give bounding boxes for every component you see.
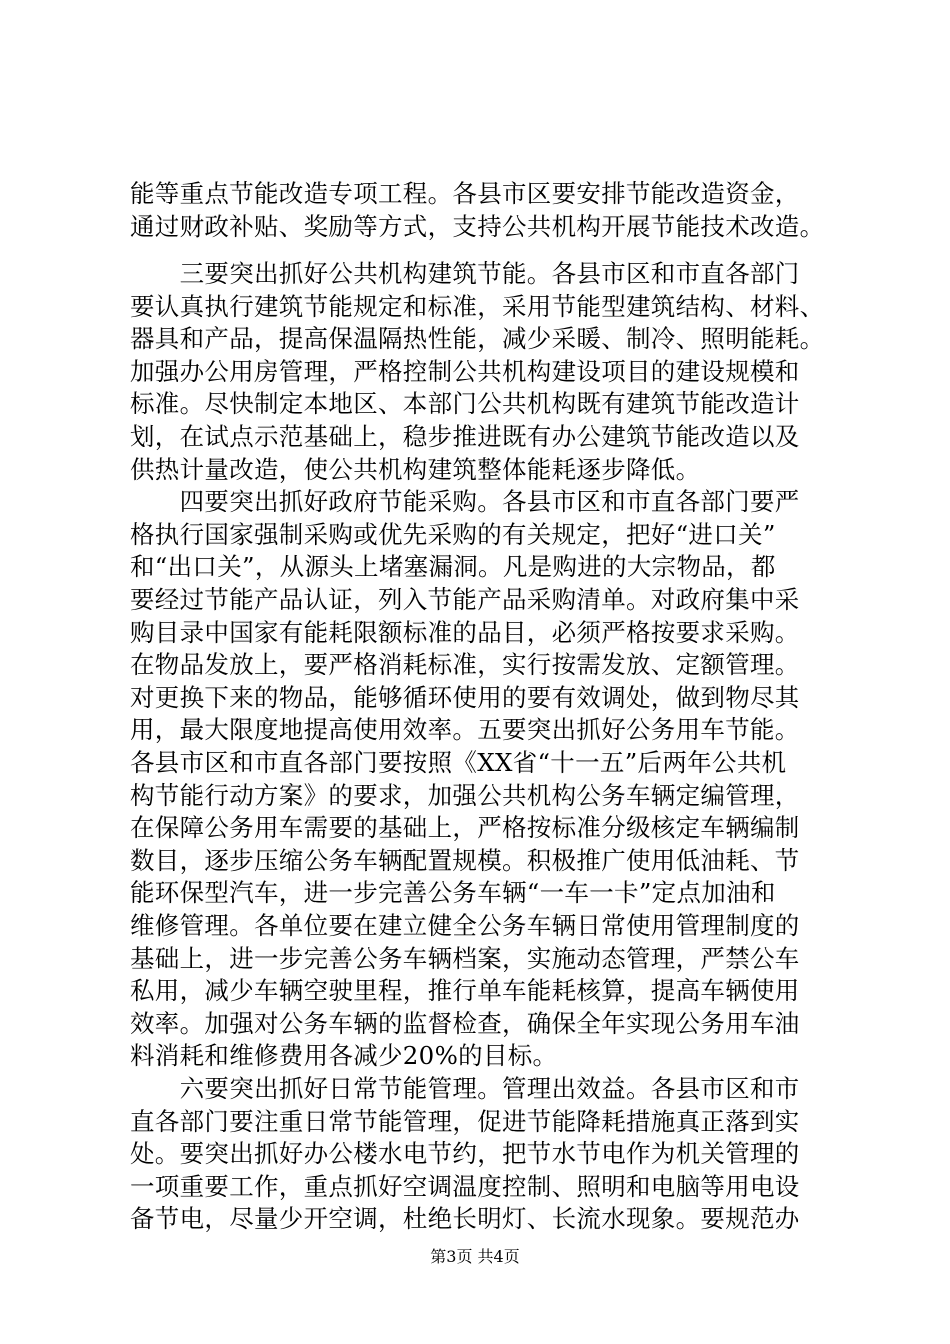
text-line: 各县市区和市直各部门要按照《XX省“十一五”后两年公共机 bbox=[130, 748, 787, 777]
text-line: 标准。尽快制定本地区、本部门公共机构既有建筑节能改造计 bbox=[130, 389, 800, 419]
text-line: 处。要突出抓好办公楼水电节约，把节水节电作为机关管理的 bbox=[130, 1139, 800, 1169]
text-line: 在保障公务用车需要的基础上，严格按标准分级核定车辆编制 bbox=[130, 813, 800, 843]
text-line: 维修管理。各单位要在建立健全公务车辆日常使用管理制度的 bbox=[130, 911, 800, 940]
text-line: 基础上，进一步完善公务车辆档案，实施动态管理，严禁公车 bbox=[130, 943, 800, 973]
text-line: 效率。加强对公务车辆的监督检查，确保全年实现公务用车油 bbox=[130, 1008, 800, 1038]
text-line: 能等重点节能改造专项工程。各县市区要安排节能改造资金， bbox=[130, 179, 800, 208]
text-line: 数目，逐步压缩公务车辆配置规模。积极推广使用低油耗、节 bbox=[130, 845, 800, 875]
page-footer: 第3页 共4页 bbox=[430, 1247, 520, 1266]
text-line: 备节电，尽量少开空调，杜绝长明灯、长流水现象。要规范办 bbox=[130, 1204, 800, 1234]
text-line: 在物品发放上，要严格消耗标准，实行按需发放、定额管理。 bbox=[130, 650, 800, 680]
text-line: 能环保型汽车，进一步完善公务车辆“一车一卡”定点加油和 bbox=[130, 878, 776, 908]
text-line: 供热计量改造，使公共机构建筑整体能耗逐步降低。 bbox=[130, 454, 701, 484]
text-line: 划，在试点示范基础上，稳步推进既有办公建筑节能改造以及 bbox=[130, 422, 800, 451]
text-line: 四要突出抓好政府节能采购。各县市区和市直各部门要严 bbox=[130, 487, 800, 517]
text-line: 加强办公用房管理，严格控制公共机构建设项目的建设规模和 bbox=[130, 356, 800, 386]
text-line: 器具和产品，提高保温隔热性能，减少采暖、制冷、照明能耗。 bbox=[130, 324, 825, 354]
text-line: 三要突出抓好公共机构建筑节能。各县市区和市直各部门 bbox=[130, 259, 800, 288]
text-line: 料消耗和维修费用各减少20%的目标。 bbox=[130, 1041, 558, 1071]
text-line: 要经过节能产品认证，列入节能产品采购清单。对政府集中采 bbox=[130, 585, 800, 614]
text-line: 格执行国家强制采购或优先采购的有关规定，把好“进口关” bbox=[130, 519, 776, 549]
text-line: 直各部门要注重日常节能管理，促进节能降耗措施真正落到实 bbox=[130, 1106, 800, 1136]
text-line: 六要突出抓好日常节能管理。管理出效益。各县市区和市 bbox=[130, 1074, 800, 1103]
text-line: 一项重要工作，重点抓好空调温度控制、照明和电脑等用电设 bbox=[130, 1171, 800, 1201]
text-line: 构节能行动方案》的要求，加强公共机构公务车辆定编管理， bbox=[130, 780, 800, 810]
text-line: 购目录中国家有能耗限额标准的品目，必须严格按要求采购。 bbox=[130, 617, 800, 647]
text-line: 通过财政补贴、奖励等方式，支持公共机构开展节能技术改造。 bbox=[130, 212, 825, 241]
text-line: 要认真执行建筑节能规定和标准，采用节能型建筑结构、材料、 bbox=[130, 291, 825, 321]
text-line: 私用，减少车辆空驶里程，推行单车能耗核算，提高车辆使用 bbox=[130, 976, 800, 1006]
text-line: 和“出口关”，从源头上堵塞漏洞。凡是购进的大宗物品，都 bbox=[130, 552, 776, 582]
text-line: 对更换下来的物品，能够循环使用的要有效调处，做到物尽其 bbox=[130, 682, 800, 712]
text-line: 用，最大限度地提高使用效率。五要突出抓好公务用车节能。 bbox=[130, 715, 800, 745]
